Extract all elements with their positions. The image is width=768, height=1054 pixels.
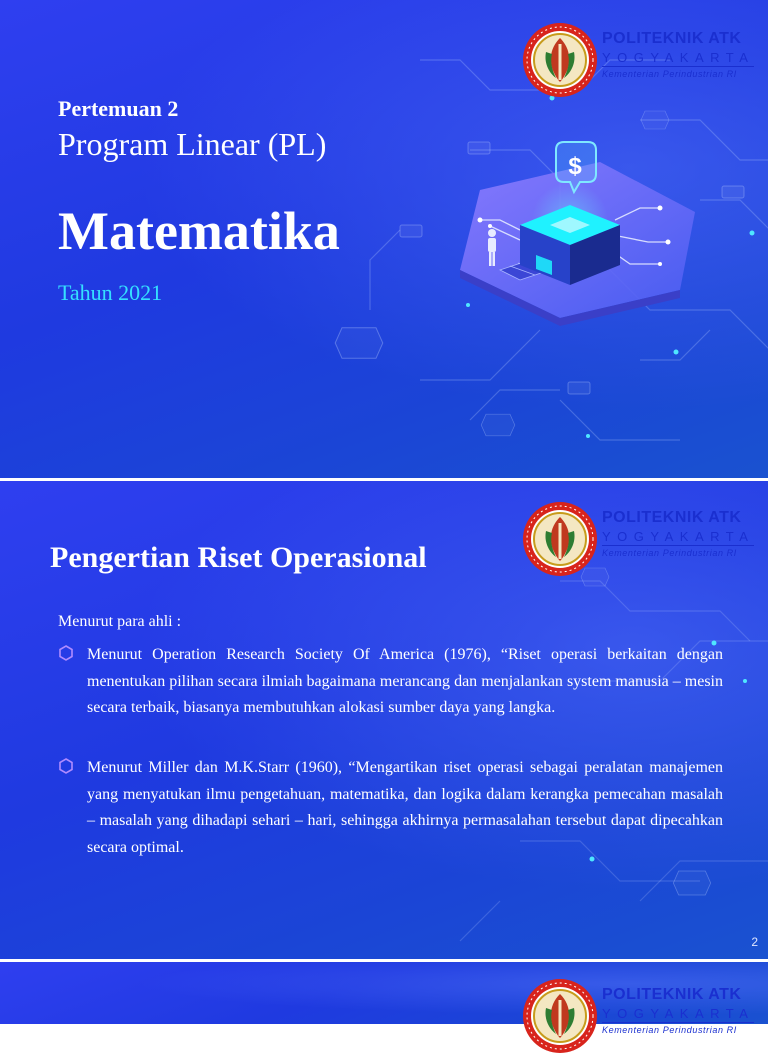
logo-city: YOGYAKARTA bbox=[602, 1006, 755, 1021]
list-item bbox=[58, 642, 723, 722]
isometric-server-illustration bbox=[440, 120, 710, 330]
politeknik-logo bbox=[522, 22, 756, 88]
emblem-icon bbox=[522, 22, 598, 98]
politeknik-logo bbox=[522, 978, 756, 1044]
bullet-text: Menurut Miller dan M.K.Starr (1960), “Mengartikan riset operasi sebagai peralatan manajemen yang menyatukan ilmu pengetahuan, matematika, dan logika dalam kerangka pemecahan masalah – masalah yang dihadapi sehari – hari, sehingga akhirnya permasalahan tersebut dapat dipecahkan secara optimal. bbox=[87, 759, 723, 856]
emblem-icon bbox=[522, 978, 598, 1054]
next-slide-partial bbox=[0, 962, 768, 1035]
page-number: 2 bbox=[751, 935, 758, 949]
logo-city: YOGYAKARTA bbox=[602, 529, 755, 544]
logo-ministry: Kementerian Perindustrian RI bbox=[602, 1025, 737, 1035]
logo-ministry: Kementerian Perindustrian RI bbox=[602, 548, 737, 558]
list-item bbox=[58, 755, 723, 861]
hexagon-bullet-icon bbox=[58, 645, 74, 661]
slide-title: Pengertian Riset Operasional bbox=[50, 541, 427, 574]
emblem-icon bbox=[522, 501, 598, 577]
subject-title: Matematika bbox=[58, 201, 340, 261]
logo-name: POLITEKNIK ATK bbox=[602, 509, 742, 526]
topic-title: Program Linear (PL) bbox=[58, 126, 327, 162]
year-label: Tahun 2021 bbox=[58, 280, 163, 305]
meeting-label: Pertemuan 2 bbox=[58, 96, 179, 121]
hexagon-bullet-icon bbox=[58, 758, 74, 774]
svg-text:$: $ bbox=[568, 153, 582, 180]
content-slide bbox=[0, 481, 768, 959]
logo-ministry: Kementerian Perindustrian RI bbox=[602, 69, 737, 79]
logo-city: YOGYAKARTA bbox=[602, 50, 755, 65]
title-slide bbox=[0, 0, 768, 478]
bullet-text: Menurut Operation Research Society Of America (1976), “Riset operasi berkaitan dengan menentukan pilihan secara ilmiah bagaimana merancang dan menjalankan system manusia – mesin secara terbaik, biasanya membutuhkan alokasi sumber daya yang langka. bbox=[87, 646, 723, 716]
politeknik-logo bbox=[522, 501, 756, 567]
logo-name: POLITEKNIK ATK bbox=[602, 986, 742, 1003]
logo-name: POLITEKNIK ATK bbox=[602, 30, 742, 47]
intro-text: Menurut para ahli : bbox=[58, 613, 182, 630]
